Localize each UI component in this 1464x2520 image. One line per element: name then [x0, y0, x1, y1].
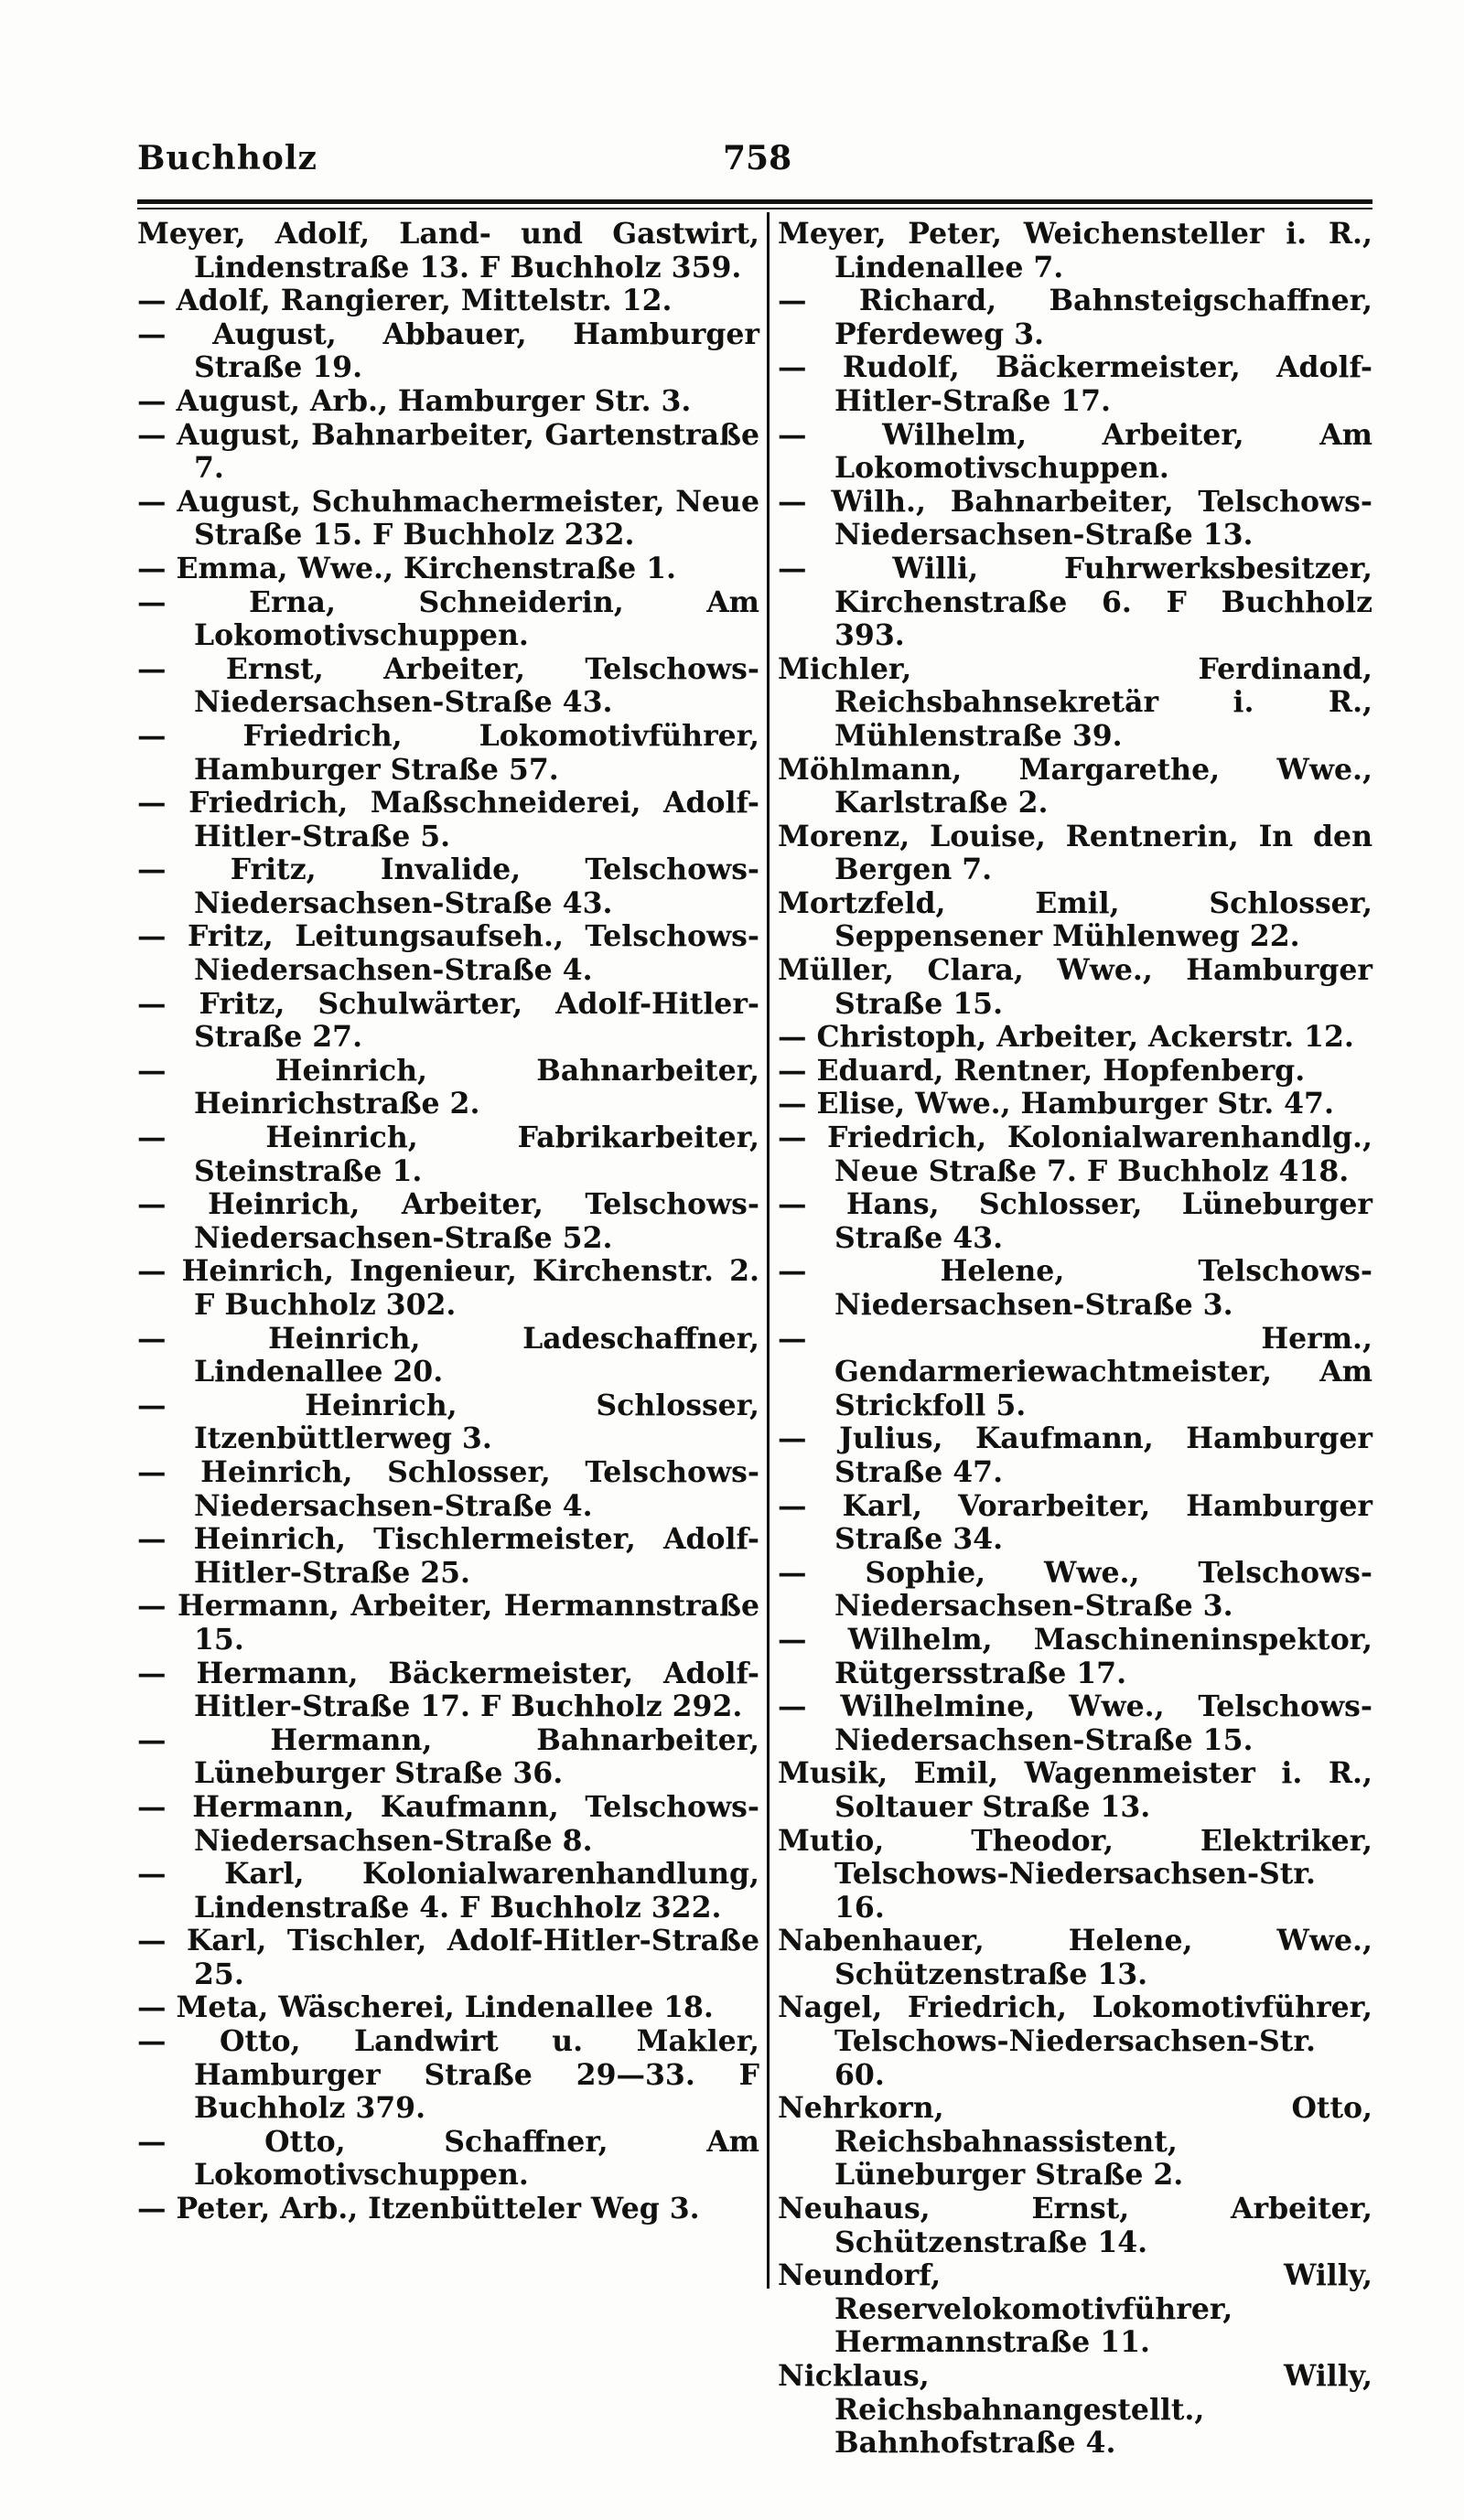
list-item: — Fritz, Invalide, Telschows-Niedersachsen-Straße 43. [137, 853, 759, 920]
list-item: — Heinrich, Schlosser, Telschows-Niedersachsen-Straße 4. [137, 1454, 759, 1523]
list-item: — August, Abbauer, Hamburger Straße 19. [137, 316, 759, 385]
list-item: — Elise, Wwe., Hamburger Str. 47. [778, 1087, 1334, 1121]
list-item: Mutio, Theodor, Elektriker, Telschows-Niedersachsen-Str. 16. [778, 1823, 1372, 1925]
list-item: — Hermann, Bäckermeister, Adolf-Hitler-Straße 17. F Buchholz 292. [137, 1656, 759, 1724]
list-item: — Hermann, Bahnarbeiter, Lüneburger Straße 36. [137, 1722, 759, 1791]
list-item: — Friedrich, Kolonialwarenhandlg., Neue Straße 7. F Buchholz 418. [778, 1121, 1372, 1188]
list-item: — Christoph, Arbeiter, Ackerstr. 12. [778, 1020, 1354, 1055]
list-item: Nicklaus, Willy, Reichsbahnangestellt., Bahnhofstraße 4. [778, 2359, 1372, 2461]
header-rule-thin [137, 208, 1372, 209]
list-item: — Rudolf, Bäckermeister, Adolf-Hitler-Straße 17. [778, 350, 1372, 418]
list-item: — Friedrich, Lokomotivführer, Hamburger Straße 57. [137, 718, 759, 787]
list-item: — Heinrich, Bahnarbeiter, Heinrichstraße 2. [137, 1053, 759, 1121]
list-item: Nabenhauer, Helene, Wwe., Schützenstraße 13. [778, 1924, 1372, 1991]
list-item: Neundorf, Willy, Reservelokomotivführer, Hermannstraße 11. [778, 2258, 1372, 2360]
list-item: — Adolf, Rangierer, Mittelstr. 12. [137, 284, 673, 318]
list-item: — Heinrich, Fabrikarbeiter, Steinstraße 1. [137, 1121, 759, 1188]
list-item: — Julius, Kaufmann, Hamburger Straße 47. [778, 1421, 1372, 1489]
list-item: — Karl, Kolonialwarenhandlung, Lindenstraße 4. F Buchholz 322. [137, 1857, 759, 1925]
page-header [137, 139, 1372, 194]
list-item: — Hans, Schlosser, Lüneburger Straße 43. [778, 1187, 1372, 1255]
list-item: — Sophie, Wwe., Telschows-Niedersachsen-Straße 3. [778, 1555, 1372, 1624]
list-item: — Otto, Schaffner, Am Lokomotivschuppen. [137, 2124, 759, 2193]
list-item: — Heinrich, Arbeiter, Telschows-Niedersachsen-Straße 52. [137, 1187, 759, 1255]
column-divider [767, 212, 770, 2289]
list-item: — Fritz, Schulwärter, Adolf-Hitler-Straße 27. [137, 986, 759, 1055]
list-item: Meyer, Peter, Weichensteller i. R., Lindenallee 7. [778, 217, 1372, 284]
list-item: — Wilhelm, Maschineninspektor, Rütgersstraße 17. [778, 1622, 1372, 1690]
list-item: — Hermann, Kaufmann, Telschows-Niedersachsen-Straße 8. [137, 1789, 759, 1858]
list-item: — Willi, Fuhrwerksbesitzer, Kirchenstraße 6. F Buchholz 393. [778, 551, 1372, 653]
list-item: — Wilh., Bahnarbeiter, Telschows-Niedersachsen-Straße 13. [778, 484, 1372, 552]
list-item: — Meta, Wäscherei, Lindenallee 18. [137, 1990, 714, 2025]
list-item: — Heinrich, Ingenieur, Kirchenstr. 2. F Buchholz 302. [137, 1254, 759, 1322]
list-item: — Heinrich, Schlosser, Itzenbüttlerweg 3. [137, 1388, 759, 1456]
list-item: — Emma, Wwe., Kirchenstraße 1. [137, 551, 676, 585]
list-item: — Helene, Telschows-Niedersachsen-Straße 3. [778, 1254, 1372, 1322]
list-item: — August, Schuhmachermeister, Neue Straße 15. F Buchholz 232. [137, 484, 759, 552]
list-item: — Fritz, Leitungsaufseh., Telschows-Niedersachsen-Straße 4. [137, 919, 759, 988]
list-item: — Peter, Arb., Itzenbütteler Weg 3. [137, 2192, 700, 2226]
list-item: — Wilhelm, Arbeiter, Am Lokomotivschuppen. [778, 417, 1372, 486]
list-item: — Otto, Landwirt u. Makler, Hamburger Straße 29—33. F Buchholz 379. [137, 2024, 759, 2126]
list-item: Mortzfeld, Emil, Schlosser, Seppensener Mühlenweg 22. [778, 885, 1372, 954]
list-item: — August, Bahnarbeiter, Gartenstraße 7. [137, 417, 759, 486]
list-item: Nagel, Friedrich, Lokomotivführer, Telschows-Niedersachsen-Str. 60. [778, 1990, 1372, 2092]
list-item: — Heinrich, Tischlermeister, Adolf-Hitler-Straße 25. [137, 1522, 759, 1590]
left-column [137, 218, 759, 2226]
list-item: — Wilhelmine, Wwe., Telschows-Niedersachsen-Straße 15. [778, 1689, 1372, 1757]
list-item: — Ernst, Arbeiter, Telschows-Niedersachsen-Straße 43. [137, 651, 759, 720]
list-item: — Karl, Vorarbeiter, Hamburger Straße 34. [778, 1488, 1372, 1557]
list-item: — Hermann, Arbeiter, Hermannstraße 15. [137, 1589, 759, 1657]
right-column [778, 218, 1372, 2461]
list-item: Nehrkorn, Otto, Reichsbahnassistent, Lüneburger Straße 2. [778, 2091, 1372, 2193]
list-item: — Karl, Tischler, Adolf-Hitler-Straße 25. [137, 1924, 759, 1991]
list-item: Neuhaus, Ernst, Arbeiter, Schützenstraße 14. [778, 2192, 1372, 2259]
list-item: Morenz, Louise, Rentnerin, In den Bergen 7. [778, 819, 1372, 887]
list-item: Michler, Ferdinand, Reichsbahnsekretär i. R., Mühlenstraße 39. [778, 651, 1372, 753]
list-item: — Herm., Gendarmeriewachtmeister, Am Strickfoll 5. [778, 1321, 1372, 1422]
list-item: Meyer, Adolf, Land- und Gastwirt, Lindenstraße 13. F Buchholz 359. [137, 217, 759, 284]
list-item: Müller, Clara, Wwe., Hamburger Straße 15. [778, 953, 1372, 1021]
list-item: Möhlmann, Margarethe, Wwe., Karlstraße 2. [778, 752, 1372, 820]
list-item: — Friedrich, Maßschneiderei, Adolf-Hitler-Straße 5. [137, 786, 759, 853]
running-head: Buchholz [137, 139, 318, 177]
list-item: — Heinrich, Ladeschaffner, Lindenallee 20. [137, 1321, 759, 1389]
page-number: 758 [723, 139, 792, 177]
list-item: Musik, Emil, Wagenmeister i. R., Soltauer Straße 13. [778, 1756, 1372, 1824]
list-item: — Richard, Bahnsteigschaffner, Pferdeweg 3. [778, 284, 1372, 351]
header-rule [137, 199, 1372, 204]
list-item: — Eduard, Rentner, Hopfenberg. [778, 1053, 1306, 1088]
list-item: — August, Arb., Hamburger Str. 3. [137, 383, 692, 418]
list-item: — Erna, Schneiderin, Am Lokomotivschuppen. [137, 584, 759, 653]
